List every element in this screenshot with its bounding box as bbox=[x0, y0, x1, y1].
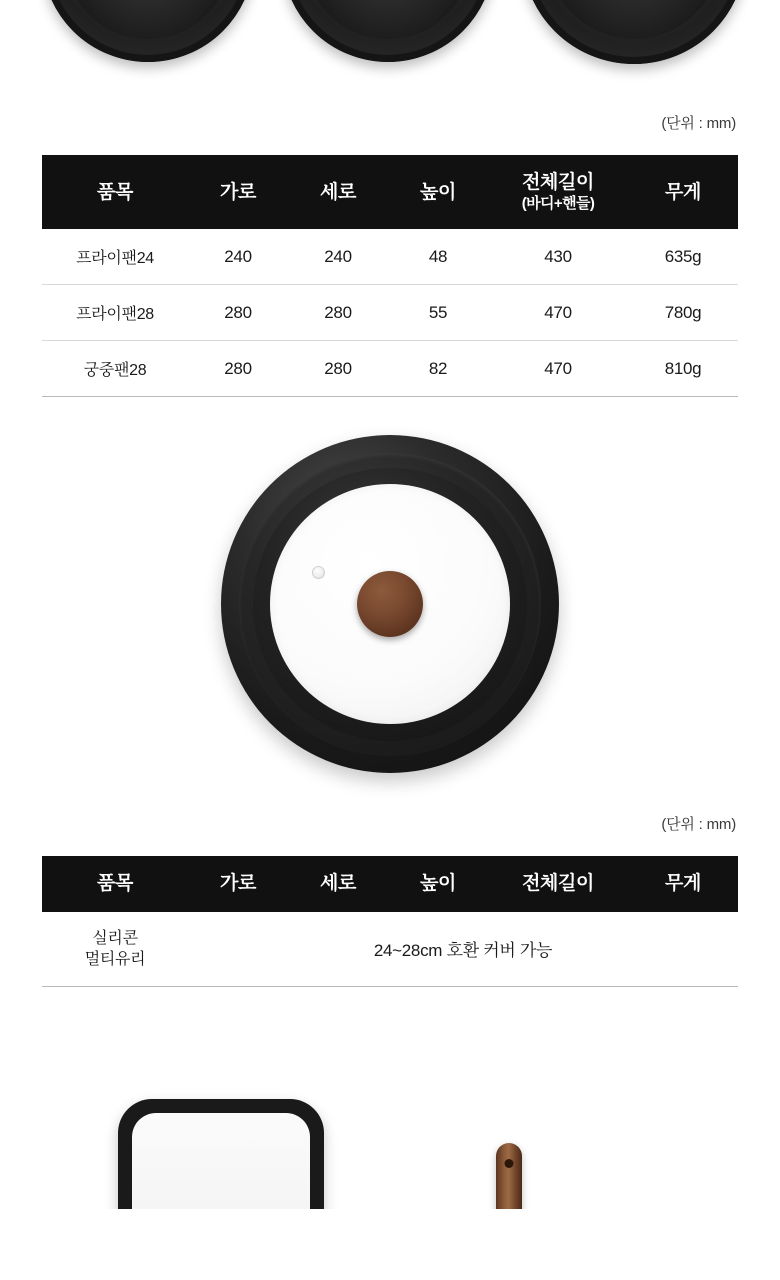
lid-wood-knob bbox=[357, 571, 423, 637]
handle-hang-hole bbox=[505, 1159, 514, 1168]
cell-compatibility-note: 24~28cm 호환 커버 가능 bbox=[188, 912, 738, 987]
cell-height: 48 bbox=[388, 229, 488, 285]
col-header-height bbox=[388, 155, 488, 229]
cell-item-name-line1: 실리콘 bbox=[92, 929, 138, 947]
cell-item-name bbox=[42, 912, 188, 987]
spacer bbox=[0, 133, 780, 155]
frypan-28-photo bbox=[282, 0, 494, 62]
pan-rim bbox=[522, 0, 746, 64]
cell-width: 240 bbox=[188, 229, 288, 285]
lid-spec-table bbox=[42, 856, 738, 986]
pan-spec-table-body bbox=[42, 229, 738, 397]
glass-lid-photo bbox=[221, 435, 559, 773]
col-header-total-length bbox=[488, 856, 628, 911]
col-header-weight bbox=[628, 856, 738, 911]
lid-spec-table-wrap bbox=[0, 856, 780, 986]
table-row bbox=[42, 285, 738, 341]
col-header-item-label: 품목 bbox=[97, 181, 133, 203]
cell-height: 55 bbox=[388, 285, 488, 341]
cell-height: 82 bbox=[388, 341, 488, 397]
col-header-depth bbox=[288, 155, 388, 229]
col-header-weight-label: 무게 bbox=[665, 181, 701, 203]
frypan-24-photo bbox=[42, 0, 254, 62]
square-pan-inner-surface bbox=[132, 1113, 310, 1209]
wood-handle-photo bbox=[496, 1143, 522, 1209]
col-header-height-label: 높이 bbox=[420, 873, 456, 895]
cell-depth: 280 bbox=[288, 341, 388, 397]
cell-total-length: 430 bbox=[488, 229, 628, 285]
cell-depth: 240 bbox=[288, 229, 388, 285]
col-header-width bbox=[188, 155, 288, 229]
col-header-depth bbox=[288, 856, 388, 911]
cell-total-length: 470 bbox=[488, 341, 628, 397]
pan-spec-table bbox=[42, 155, 738, 397]
col-header-total-length-label: 전체길이 bbox=[522, 172, 594, 193]
pan-table-unit-note: (단위 : mm) bbox=[661, 115, 736, 132]
pan-spec-table-wrap bbox=[0, 155, 780, 397]
spacer bbox=[0, 834, 780, 856]
table-header-row bbox=[42, 856, 738, 911]
table-row bbox=[42, 229, 738, 285]
cell-item-name: 궁중팬28 bbox=[42, 341, 188, 397]
col-header-width bbox=[188, 856, 288, 911]
col-header-item-label: 품목 bbox=[97, 873, 133, 895]
col-header-width-label: 가로 bbox=[220, 873, 256, 895]
square-pan-photo bbox=[118, 1099, 324, 1209]
pan-rim bbox=[42, 0, 254, 62]
col-header-depth-label: 세로 bbox=[320, 181, 356, 203]
cell-item-name-line2: 멀티유리 bbox=[84, 950, 146, 968]
cell-weight: 635g bbox=[628, 229, 738, 285]
bottom-product-photo bbox=[0, 1013, 780, 1209]
col-header-weight bbox=[628, 155, 738, 229]
col-header-total-length-label: 전체길이 bbox=[522, 873, 594, 895]
col-header-depth-label: 세로 bbox=[320, 873, 356, 895]
cell-weight: 810g bbox=[628, 341, 738, 397]
cell-total-length: 470 bbox=[488, 285, 628, 341]
table-row bbox=[42, 912, 738, 987]
col-header-total-length bbox=[488, 155, 628, 229]
top-product-photo bbox=[0, 0, 780, 112]
pan-rim bbox=[282, 0, 494, 62]
cell-depth: 280 bbox=[288, 285, 388, 341]
col-header-total-length-sub: (바디+핸들) bbox=[521, 195, 595, 213]
col-header-width-label: 가로 bbox=[220, 181, 256, 203]
col-header-item bbox=[42, 856, 188, 911]
table-header-row bbox=[42, 155, 738, 229]
lid-product-photo bbox=[0, 397, 780, 813]
wok-28-photo bbox=[522, 0, 746, 64]
cell-weight: 780g bbox=[628, 285, 738, 341]
col-header-height-label: 높이 bbox=[420, 181, 456, 203]
col-header-weight-label: 무게 bbox=[665, 873, 701, 895]
pan-spec-table-head bbox=[42, 155, 738, 229]
lid-spec-table-body bbox=[42, 912, 738, 987]
col-header-item bbox=[42, 155, 188, 229]
cell-width: 280 bbox=[188, 285, 288, 341]
lid-spec-table-head bbox=[42, 856, 738, 911]
table-row bbox=[42, 341, 738, 397]
lid-table-unit-note: (단위 : mm) bbox=[661, 816, 736, 834]
col-header-height bbox=[388, 856, 488, 911]
cell-item-name: 프라이팬28 bbox=[42, 285, 188, 341]
cell-width: 280 bbox=[188, 341, 288, 397]
cell-item-name: 프라이팬24 bbox=[42, 229, 188, 285]
